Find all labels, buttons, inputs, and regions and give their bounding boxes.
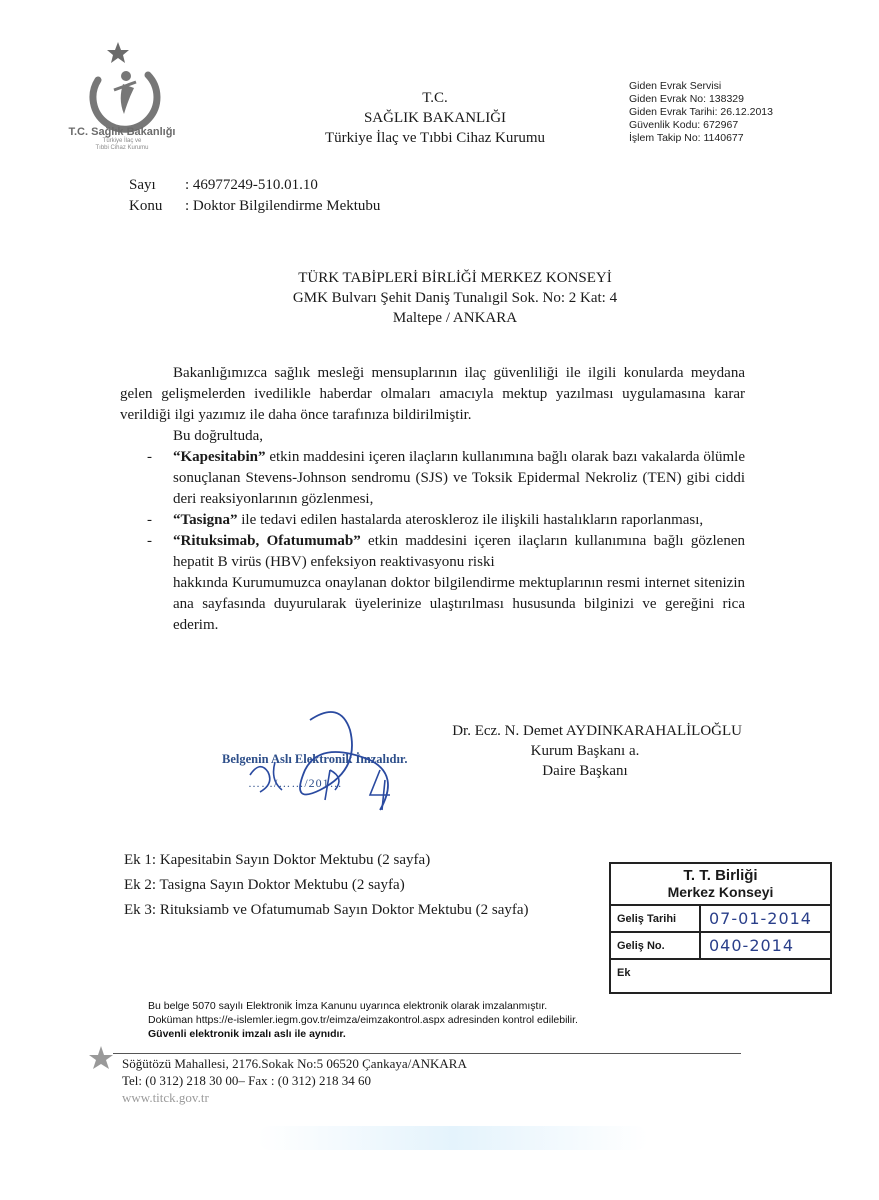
header-line1: T.C. xyxy=(422,90,448,106)
drug-name: “Kapesitabin” xyxy=(173,449,266,465)
signatory-title-1: Kurum Başkanı a. xyxy=(530,743,640,759)
list-dash: - xyxy=(147,533,152,549)
security-code: Güvenlik Kodu: 672967 xyxy=(629,119,739,131)
scan-artifact xyxy=(258,1126,648,1150)
recipient-city: Maltepe / ANKARA xyxy=(392,310,518,326)
legal-line-2: Doküman https://e-islemler.iegm.gov.tr/eimza/eimzakontrol.aspx adresinden kontrol edilebilir. xyxy=(148,1014,578,1026)
drug-name: “Tasigna” xyxy=(173,512,238,528)
tracking-number: İşlem Takip No: 1140677 xyxy=(629,132,744,144)
drug-name: “Rituksimab, Ofatumumab” xyxy=(173,533,361,549)
logo-line1: T.C. Sağlık Bakanlığı xyxy=(68,126,176,138)
footer-contact xyxy=(122,1055,467,1106)
outgoing-date: Giden Evrak Tarihi: 26.12.2013 xyxy=(629,106,773,118)
konu-label: Konu xyxy=(129,198,163,214)
signature-block xyxy=(420,721,750,781)
stamp-row xyxy=(611,933,830,960)
ttb-receipt-stamp xyxy=(609,862,832,994)
letter-header xyxy=(300,88,570,148)
stamp-date-blank: ……/……/201… xyxy=(248,776,343,790)
stamp-row-label: Ek xyxy=(617,966,631,979)
body-paragraph-2: Bu doğrultuda, xyxy=(173,428,263,444)
letter-meta xyxy=(129,175,380,217)
stamp-subtitle: Merkez Konseyi xyxy=(611,884,830,906)
stamp-row-label: Geliş No. xyxy=(611,933,701,958)
list-item-text: etkin maddesini içeren ilaçların kullanımına bağlı gözlenen hepatit B virüs (HBV) enfeksiyon reaktivasyonu riski xyxy=(173,533,745,570)
list-item xyxy=(120,510,745,531)
sayi-label: Sayı xyxy=(129,177,156,193)
logo-line3: Tıbbi Cihaz Kurumu xyxy=(95,145,149,151)
header-line2: SAĞLIK BAKANLIĞI xyxy=(363,110,507,126)
stamp-row-value: 07-01-2014 xyxy=(709,909,812,928)
sayi-value: : 46977249-510.01.10 xyxy=(185,177,318,193)
list-item xyxy=(120,447,745,510)
recipient-name: TÜRK TABİPLERİ BİRLİĞİ MERKEZ KONSEYİ xyxy=(298,270,612,286)
footer-address: Söğütözü Mahallesi, 2176.Sokak No:5 06520 Çankaya/ANKARA xyxy=(122,1056,467,1071)
outgoing-service: Giden Evrak Servisi xyxy=(629,80,722,92)
logo-line2: Türkiye İlaç ve xyxy=(102,138,142,144)
footer-divider xyxy=(113,1053,741,1054)
body-paragraph-3 xyxy=(120,573,745,636)
signatory-name: Dr. Ecz. N. Demet AYDINKARAHALİLOĞLU xyxy=(452,723,742,739)
list-dash: - xyxy=(147,449,152,465)
outgoing-number: Giden Evrak No: 138329 xyxy=(629,93,744,105)
star-icon xyxy=(88,1045,114,1071)
logo-caption xyxy=(62,126,182,152)
list-dash: - xyxy=(147,512,152,528)
body-paragraph-3-text: hakkında Kurumumuzca onaylanan doktor bilgilendirme mektuplarının resmi internet sitenizin ana sayfasında duyurularak üyelerinize ulaştırılması hususunda bilginizi ve gereğini rica ederim. xyxy=(173,575,745,633)
stamp-row-value: 040-2014 xyxy=(709,936,795,955)
e-signature-stamp: Belgenin Aslı Elektronik İmzalıdır. xyxy=(222,752,408,766)
stamp-row-label: Geliş Tarihi xyxy=(611,906,701,931)
letter-body xyxy=(120,363,745,636)
header-line3: Türkiye İlaç ve Tıbbi Cihaz Kurumu xyxy=(324,130,546,146)
footer-website: www.titck.gov.tr xyxy=(122,1090,209,1105)
legal-line-1: Bu belge 5070 sayılı Elektronik İmza Kanunu uyarınca elektronik olarak imzalanmıştır. xyxy=(148,1000,548,1012)
handwritten-signature-icon xyxy=(230,700,430,840)
body-paragraph-1: Bakanlığımızca sağlık mesleği mensuplarının ilaç güvenliliği ile ilgili konularda meydana gelen gelişmelerden ivedilikle haberdar olmaları amacıyla mektup yazılması uygulamasına karar verildiği ilgi yazımız ile daha önce tarafınıza bildirilmiştir. xyxy=(120,365,745,423)
e-signature-legal-note xyxy=(148,999,578,1041)
stamp-row xyxy=(611,960,830,985)
list-item-text: etkin maddesini içeren ilaçların kullanımına bağlı olarak bazı vakalarda ölümle sonuçlanan Stevens-Johnson sendromu (SJS) ve Toksik Epidermal Nekroliz (TEN) gibi ciddi deri reaksiyonlarının gözlenmesi, xyxy=(173,449,745,507)
attachments-list xyxy=(124,848,529,923)
stamp-title: T. T. Birliği xyxy=(683,867,758,884)
konu-value: : Doktor Bilgilendirme Mektubu xyxy=(185,198,381,214)
recipient-address: GMK Bulvarı Şehit Daniş Tunalıgil Sok. No: 2 Kat: 4 xyxy=(292,290,618,306)
list-item-text: ile tedavi edilen hastalarda ateroskleroz ile ilişkili hastalıkların raporlanması, xyxy=(237,512,704,528)
outgoing-document-info xyxy=(629,80,773,145)
signatory-title-2: Daire Başkanı xyxy=(542,763,628,779)
footer-phone: Tel: (0 312) 218 30 00– Fax : (0 312) 218 34 60 xyxy=(122,1073,371,1088)
list-item xyxy=(120,531,745,573)
attachment-item: Ek 2: Tasigna Sayın Doktor Mektubu (2 sayfa) xyxy=(124,877,405,893)
attachment-item: Ek 1: Kapesitabin Sayın Doktor Mektubu (2 sayfa) xyxy=(124,852,431,868)
attachment-item: Ek 3: Rituksiamb ve Ofatumumab Sayın Doktor Mektubu (2 sayfa) xyxy=(124,902,529,918)
stamp-row xyxy=(611,906,830,933)
legal-line-3: Güvenli elektronik imzalı aslı ile aynıdır. xyxy=(148,1028,346,1040)
recipient-block xyxy=(180,268,730,328)
